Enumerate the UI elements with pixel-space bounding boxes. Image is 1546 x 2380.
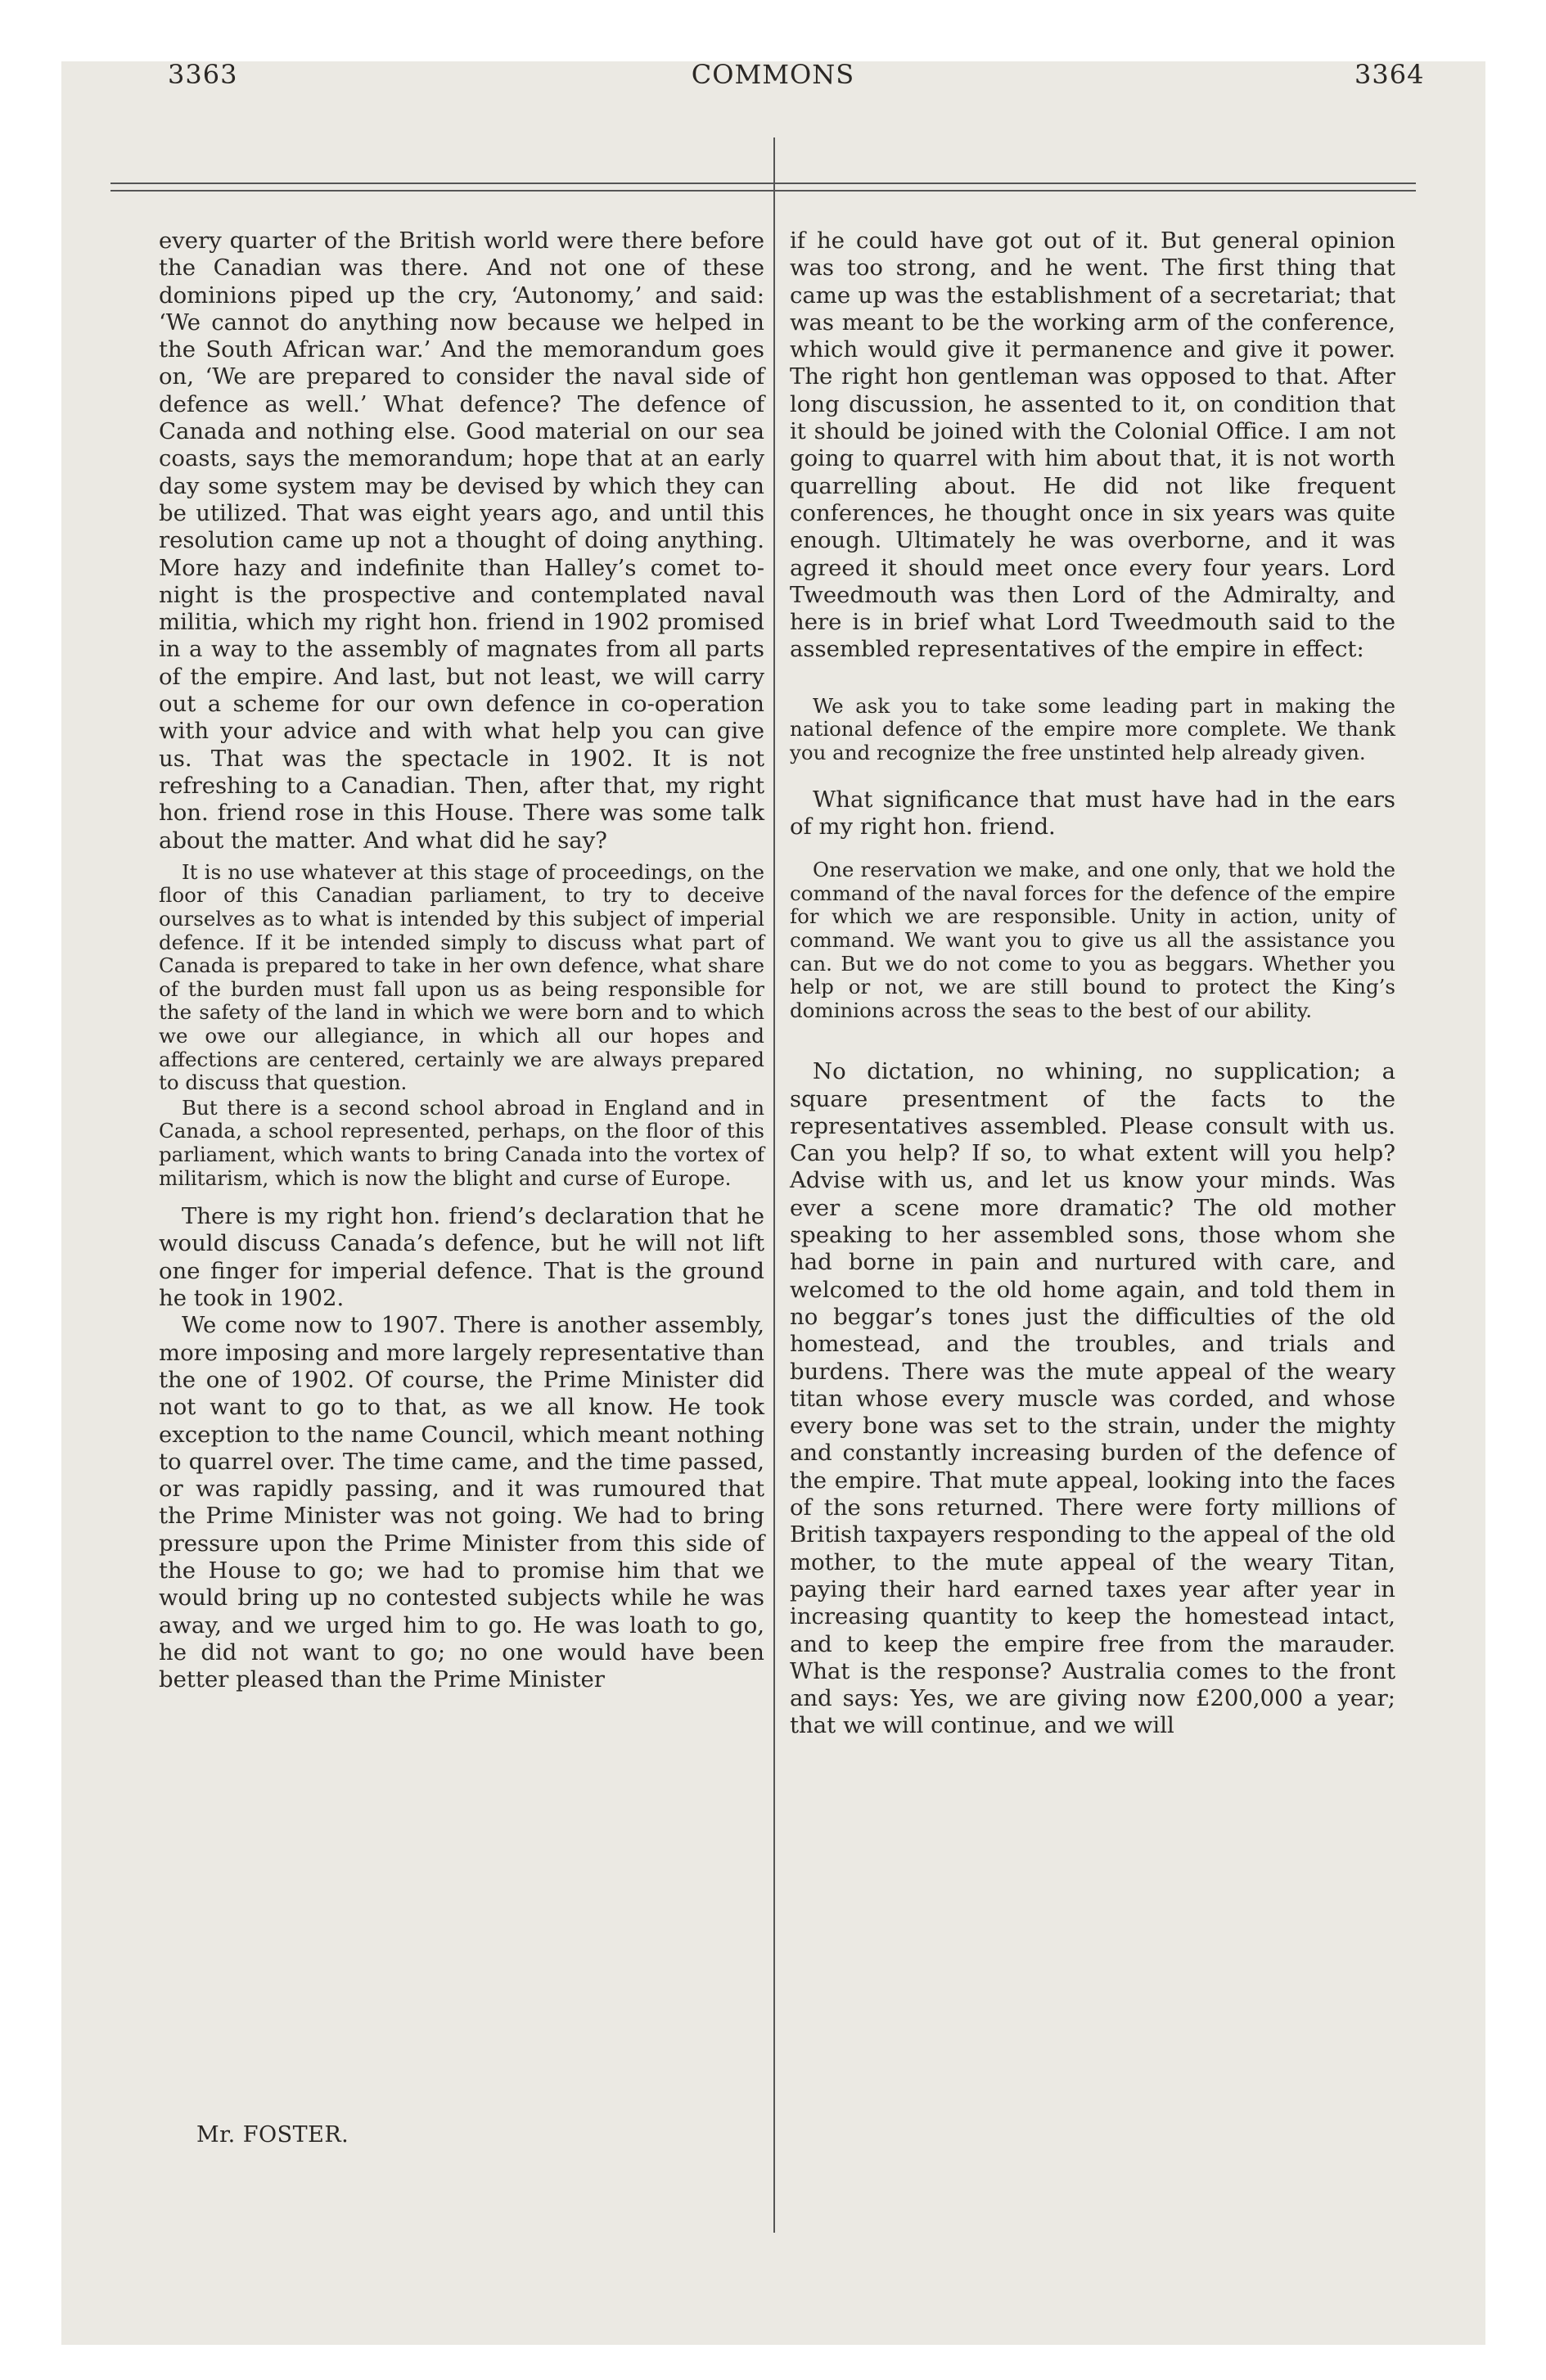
quotation: But there is a second school abroad in England and in Canada, a school represented, perhaps, on the floor of this parliament, which wants to bring Canada into the vortex of militarism, which is now the blight and curse of Europe. [159, 1095, 764, 1190]
page-number-left: 3363 [168, 59, 238, 90]
page-number-right: 3364 [1354, 59, 1425, 90]
quotation: One reservation we make, and one only, that we hold the command of the naval forces for the defence of the empire for which we are responsible. Unity in action, unity of command. We want you to give us all the assistance you can. But we do not come to you as beggars. Whether you help or not, we are still bound to protect the King’s dominions across the seas to the best of our ability. [790, 858, 1395, 1022]
page-title: COMMONS [691, 59, 855, 90]
left-column [159, 157, 764, 1693]
quotation: We ask you to take some leading part in making the national defence of the empire more complete. We thank you and recognize the free unstinted help already given. [790, 693, 1395, 764]
paragraph: every quarter of the British world were there before the Canadian was there. And not one of these dominions piped up the cry, ‘Autonomy,’ and said: ‘We cannot do anything now because we helped in the South African war.’ And the memorandum goes on, ‘We are prepared to consider the naval side of defence as well.’ What defence? The defence of Canada and nothing else. Good material on our sea coasts, says the memorandum; hope that at an early day some system may be devised by which they can be utilized. That was eight years ago, and until this resolution came up not a thought of doing anything. More hazy and indefinite than Halley’s comet to-night is the prospective and contemplated naval militia, which my right hon. friend in 1902 promised in a way to the assembly of magnates from all parts of the empire. And last, but not least, we will carry out a scheme for our own defence in co-operation with your advice and with what help you can give us. That was the spectacle in 1902. It is not refreshing to a Canadian. Then, after that, my right hon. friend rose in this House. There was some talk about the matter. And what did he say? [159, 228, 764, 854]
paragraph: There is my right hon. friend’s declaration that he would discuss Canada’s defence, but he will not lift one finger for imperial defence. That is the ground he took in 1902. [159, 1203, 764, 1312]
speaker-attribution: Mr. FOSTER. [196, 2122, 349, 2148]
paragraph: No dictation, no whining, no supplication; a square presentment of the facts to the representatives assembled. Please consult with us. Can you help? If so, to what extent will you help? Advise with us, and let us know your minds. Was ever a scene more dramatic? The old mother speaking to her assembled sons, those whom she had borne in pain and nurtured with care, and welcomed to the old home again, and told them in no beggar’s tones just the difficulties of the old homestead, and the troubles, and trials and burdens. There was the mute appeal of the weary titan whose every muscle was corded, and whose every bone was set to the strain, under the mighty and constantly increasing burden of the defence of the empire. That mute appeal, looking into the faces of the sons returned. There were forty millions of British taxpayers responding to the appeal of the old mother, to the mute appeal of the weary Titan, paying their hard earned taxes year after year in increasing quantity to keep the homestead intact, and to keep the empire free from the marauder. What is the response? Australia comes to the front and says: Yes, we are giving now £200,000 a year; that we will continue, and we will [790, 1058, 1395, 1739]
right-column [790, 157, 1395, 1740]
quotation: It is no use whatever at this stage of proceedings, on the floor of this Canadian parliament, to try to deceive ourselves as to what is intended by this subject of imperial defence. If it be intended simply to discuss what part of Canada is prepared to take in her own defence, what share of the burden must fall upon us as being responsible for the safety of the land in which we were born and to which we owe our allegiance, in which all our hopes and affections are centered, certainly we are always prepared to discuss that question. [159, 859, 764, 1095]
paragraph: if he could have got out of it. But general opinion was too strong, and he went. The first thing that came up was the establishment of a secretariat; that was meant to be the working arm of the conference, which would give it permanence and give it power. The right hon gentleman was opposed to that. After long discussion, he assented to it, on condition that it should be joined with the Colonial Office. I am not going to quarrel with him about that, it is not worth quarrelling about. He did not like frequent conferences, he thought once in six years was quite enough. Ultimately he was overborne, and it was agreed it should meet once every four years. Lord Tweedmouth was then Lord of the Admiralty, and here is in brief what Lord Tweedmouth said to the assembled representatives of the empire in effect: [790, 228, 1395, 663]
paragraph: We come now to 1907. There is another assembly, more imposing and more largely representative than the one of 1902. Of course, the Prime Minister did not want to go to that, as we all know. He took exception to the name Council, which meant nothing to quarrel over. The time came, and the time passed, or was rapidly passing, and it was rumoured that the Prime Minister was not going. We had to bring pressure upon the Prime Minister from this side of the House to go; we had to promise him that we would bring up no contested subjects while he was away, and we urged him to go. He was loath to go, he did not want to go; no one would have been better pleased than the Prime Minister [159, 1312, 764, 1693]
column-divider [773, 137, 775, 2233]
paragraph: What significance that must have had in the ears of my right hon. friend. [790, 786, 1395, 840]
